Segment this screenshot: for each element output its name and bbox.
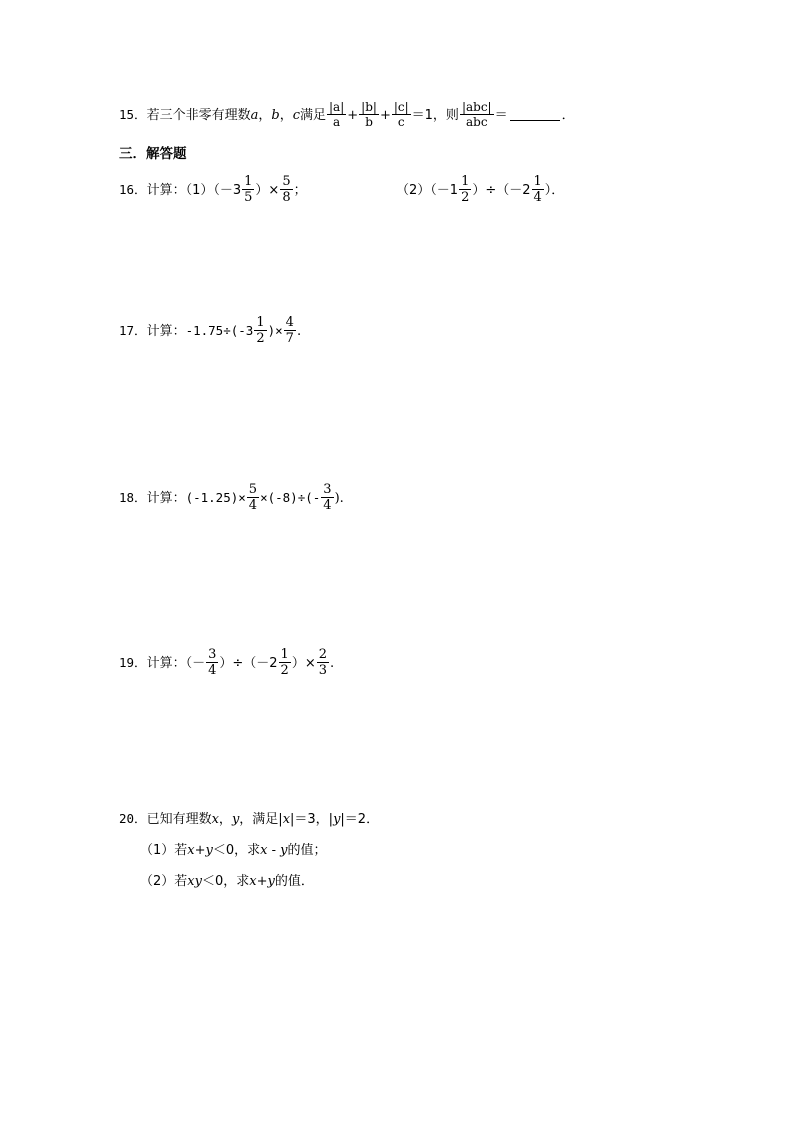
- answer-blank[interactable]: [510, 108, 560, 121]
- part-index: （1）若: [140, 843, 188, 858]
- question-label: 计算：: [146, 183, 186, 198]
- question-text: 若三个非零有理数: [146, 108, 251, 123]
- plus-sign: +: [379, 108, 391, 123]
- question-20-part-1: [140, 844, 327, 857]
- question-15: [119, 101, 575, 130]
- numerator: |c|: [393, 100, 409, 114]
- question-text: 已知有理数: [146, 812, 212, 827]
- denominator: b: [365, 115, 373, 129]
- fraction-abs-c: [392, 100, 411, 129]
- var-c: c: [292, 108, 300, 123]
- fraction: [247, 482, 259, 513]
- mixed-fraction: [242, 174, 254, 205]
- separator: ，: [279, 108, 293, 123]
- question-16: [119, 175, 307, 206]
- numerator: 1: [280, 647, 289, 662]
- question-text: 的值；: [287, 843, 327, 858]
- part-index: （2）若: [140, 874, 188, 889]
- expression-text: ）×: [291, 656, 316, 671]
- numerator: 1: [533, 174, 542, 189]
- numerator: 1: [256, 315, 265, 330]
- target-expression: x+y: [249, 874, 275, 889]
- denominator: 2: [256, 331, 265, 346]
- mixed-fraction: [459, 174, 471, 205]
- denominator: 4: [248, 498, 258, 513]
- period: ．: [561, 108, 575, 123]
- expression-text: ）÷（－2: [219, 656, 278, 671]
- question-20: [119, 813, 379, 826]
- fraction: [321, 482, 333, 513]
- condition-expression: x+y: [187, 843, 213, 858]
- expression-text: （－3: [213, 183, 242, 198]
- plus-sign: +: [347, 108, 359, 123]
- numerator: |b|: [361, 100, 377, 114]
- numerator: 2: [318, 647, 328, 662]
- mixed-fraction: [254, 315, 266, 346]
- question-text: ＜0，求: [201, 874, 250, 889]
- fraction-abs-a: [327, 100, 346, 129]
- question-text: ，满足|: [239, 812, 283, 827]
- question-19: [119, 648, 334, 679]
- fraction: [284, 315, 296, 346]
- expression-text: ；: [293, 183, 307, 198]
- denominator: a: [333, 115, 341, 129]
- fraction: [317, 647, 329, 678]
- expression-text: ）×: [255, 183, 280, 198]
- var-y: y: [231, 812, 240, 827]
- part-index: （1）: [185, 183, 214, 198]
- question-text: |＝2．: [340, 812, 380, 827]
- numerator: 1: [461, 174, 470, 189]
- question-label: 计算：: [146, 324, 186, 339]
- fraction-abs-b: [359, 100, 379, 129]
- expression-text: -1.75÷(-3: [185, 323, 254, 338]
- var-x: x: [282, 812, 291, 827]
- denominator: 2: [280, 663, 289, 678]
- expression-text: （－1: [430, 183, 459, 198]
- fraction-abs-abc: [460, 100, 494, 129]
- equals-sign: ＝: [494, 108, 508, 123]
- denominator: 4: [208, 663, 217, 678]
- denominator: 8: [282, 190, 291, 205]
- numerator: |a|: [329, 100, 345, 114]
- part-index: （2）: [396, 183, 431, 198]
- denominator: c: [397, 115, 405, 129]
- numerator: 1: [244, 174, 253, 189]
- numerator: |abc|: [461, 100, 492, 114]
- var-x: x: [211, 812, 219, 827]
- question-number: 20．: [119, 811, 147, 826]
- expression-text: ）÷（－2: [472, 183, 531, 198]
- period: .: [296, 324, 302, 339]
- numerator: 5: [248, 482, 258, 497]
- target-expression: x - y: [260, 843, 288, 858]
- numerator: 3: [208, 647, 217, 662]
- question-number: 16．: [119, 182, 147, 197]
- separator: ，: [218, 812, 232, 827]
- question-number: 18．: [119, 490, 147, 505]
- question-text: |＝3，|: [290, 812, 334, 827]
- question-text: 的值．: [274, 874, 314, 889]
- var-b: b: [271, 108, 280, 123]
- denominator: abc: [465, 115, 488, 129]
- denominator: 3: [318, 663, 328, 678]
- condition-expression: xy: [187, 874, 202, 889]
- question-20-part-2: [140, 875, 314, 888]
- denominator: 4: [323, 498, 332, 513]
- numerator: 5: [282, 174, 291, 189]
- denominator: 4: [533, 190, 542, 205]
- expression-text: ×(-8)÷(-: [260, 490, 321, 505]
- question-number: 15．: [119, 107, 147, 122]
- numerator: 3: [323, 482, 332, 497]
- section-title: 三．解答题: [119, 146, 187, 162]
- period: ).: [334, 491, 344, 506]
- question-text: 满足: [299, 108, 326, 123]
- var-y: y: [333, 812, 341, 827]
- separator: ，: [258, 108, 272, 123]
- denominator: 7: [285, 331, 294, 346]
- period: .: [330, 656, 335, 671]
- denominator: 5: [244, 190, 253, 205]
- fraction: [206, 647, 218, 678]
- var-a: a: [250, 108, 259, 123]
- question-label: 计算：: [146, 656, 186, 671]
- question-text: ＜0，求: [212, 843, 261, 858]
- expression-text: ）．: [544, 183, 565, 198]
- expression-text: )×: [267, 323, 283, 338]
- question-16-part-2: [396, 175, 564, 206]
- mixed-fraction: [532, 174, 544, 205]
- question-18: [119, 483, 344, 514]
- denominator: 2: [461, 190, 470, 205]
- expression-text: （－: [185, 656, 206, 671]
- question-label: 计算：: [146, 491, 186, 506]
- question-17: [119, 316, 301, 347]
- mixed-fraction: [279, 647, 291, 678]
- question-number: 17．: [119, 323, 147, 338]
- equation-text: ＝1，则: [411, 108, 459, 123]
- expression-text: (-1.25)×: [185, 490, 246, 505]
- numerator: 4: [285, 315, 294, 330]
- question-number: 19．: [119, 655, 147, 670]
- fraction: [280, 174, 292, 205]
